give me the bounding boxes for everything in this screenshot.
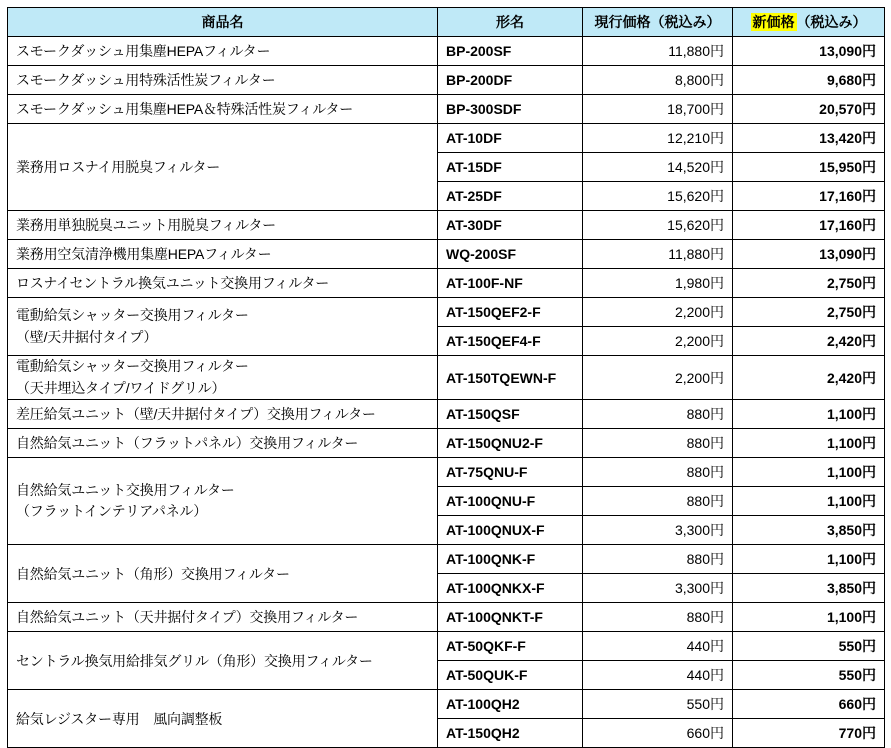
price-list-table	[7, 7, 885, 748]
model-cell: AT-75QNU-F	[438, 458, 583, 487]
model-cell: AT-100QNKX-F	[438, 574, 583, 603]
table-row	[8, 545, 885, 574]
model-cell: AT-10DF	[438, 124, 583, 153]
product-name-line1: 自然給気ユニット交換用フィルター	[16, 481, 235, 498]
table-row	[8, 95, 885, 124]
new-price-cell: 1,100円	[733, 545, 885, 574]
current-price-cell: 12,210円	[583, 124, 733, 153]
new-price-cell: 20,570円	[733, 95, 885, 124]
model-cell: AT-150QNU2-F	[438, 429, 583, 458]
new-price-cell: 9,680円	[733, 66, 885, 95]
new-price-cell: 550円	[733, 661, 885, 690]
current-price-cell: 15,620円	[583, 211, 733, 240]
product-name-cell: 差圧給気ユニット（壁/天井据付タイプ）交換用フィルター	[8, 400, 438, 429]
model-cell: BP-200DF	[438, 66, 583, 95]
current-price-cell: 2,200円	[583, 356, 733, 400]
new-price-cell: 2,420円	[733, 327, 885, 356]
new-price-suffix: （税込み）	[796, 14, 867, 30]
model-cell: WQ-200SF	[438, 240, 583, 269]
new-price-cell: 17,160円	[733, 182, 885, 211]
product-name-cell: 業務用空気清浄機用集塵HEPAフィルター	[8, 240, 438, 269]
column-header-product-name: 商品名	[8, 8, 438, 37]
table-row	[8, 458, 885, 487]
product-name-cell: 業務用単独脱臭ユニット用脱臭フィルター	[8, 211, 438, 240]
new-price-cell: 1,100円	[733, 400, 885, 429]
product-name-cell: 給気レジスター専用 風向調整板	[8, 690, 438, 748]
product-name-line2: （天井埋込タイプ/ワイドグリル）	[16, 379, 226, 396]
table-row	[8, 429, 885, 458]
current-price-cell: 880円	[583, 429, 733, 458]
current-price-cell: 11,880円	[583, 37, 733, 66]
product-name-cell	[8, 458, 438, 545]
product-name-cell: ロスナイセントラル換気ユニット交換用フィルター	[8, 269, 438, 298]
current-price-cell: 8,800円	[583, 66, 733, 95]
current-price-cell: 2,200円	[583, 298, 733, 327]
new-price-cell: 17,160円	[733, 211, 885, 240]
model-cell: AT-100QNUX-F	[438, 516, 583, 545]
new-price-cell: 3,850円	[733, 516, 885, 545]
model-cell: AT-50QUK-F	[438, 661, 583, 690]
current-price-cell: 440円	[583, 632, 733, 661]
model-cell: AT-150TQEWN-F	[438, 356, 583, 400]
product-name-cell: 自然給気ユニット（角形）交換用フィルター	[8, 545, 438, 603]
new-price-cell: 2,750円	[733, 269, 885, 298]
product-name-line2: （フラットインテリアパネル）	[16, 503, 208, 520]
table-row	[8, 632, 885, 661]
product-name-cell: 自然給気ユニット（天井据付タイプ）交換用フィルター	[8, 603, 438, 632]
model-cell: BP-300SDF	[438, 95, 583, 124]
header-row	[8, 8, 885, 37]
current-price-cell: 15,620円	[583, 182, 733, 211]
product-name-cell	[8, 298, 438, 356]
new-price-cell: 770円	[733, 719, 885, 748]
new-price-cell: 13,420円	[733, 124, 885, 153]
model-cell: AT-100QNU-F	[438, 487, 583, 516]
column-header-new-price	[733, 8, 885, 37]
current-price-cell: 14,520円	[583, 153, 733, 182]
product-name-cell: スモークダッシュ用集塵HEPA＆特殊活性炭フィルター	[8, 95, 438, 124]
new-price-highlight: 新価格	[752, 14, 795, 30]
model-cell: AT-100F-NF	[438, 269, 583, 298]
current-price-cell: 2,200円	[583, 327, 733, 356]
new-price-cell: 3,850円	[733, 574, 885, 603]
model-cell: AT-15DF	[438, 153, 583, 182]
model-cell: AT-30DF	[438, 211, 583, 240]
new-price-cell: 1,100円	[733, 458, 885, 487]
current-price-cell: 880円	[583, 487, 733, 516]
table-row	[8, 269, 885, 298]
product-name-cell: スモークダッシュ用集塵HEPAフィルター	[8, 37, 438, 66]
current-price-cell: 1,980円	[583, 269, 733, 298]
current-price-cell: 550円	[583, 690, 733, 719]
new-price-cell: 2,750円	[733, 298, 885, 327]
table-row	[8, 240, 885, 269]
column-header-model: 形名	[438, 8, 583, 37]
product-name-line1: 電動給気シャッター交換用フィルター	[16, 306, 249, 323]
model-cell: BP-200SF	[438, 37, 583, 66]
new-price-cell: 2,420円	[733, 356, 885, 400]
current-price-cell: 660円	[583, 719, 733, 748]
model-cell: AT-150QSF	[438, 400, 583, 429]
new-price-cell: 13,090円	[733, 240, 885, 269]
current-price-cell: 880円	[583, 545, 733, 574]
table-row	[8, 37, 885, 66]
current-price-cell: 3,300円	[583, 574, 733, 603]
model-cell: AT-25DF	[438, 182, 583, 211]
product-name-cell: 業務用ロスナイ用脱臭フィルター	[8, 124, 438, 211]
model-cell: AT-100QNK-F	[438, 545, 583, 574]
column-header-current-price: 現行価格（税込み）	[583, 8, 733, 37]
current-price-cell: 18,700円	[583, 95, 733, 124]
current-price-cell: 880円	[583, 458, 733, 487]
product-name-cell: 自然給気ユニット（フラットパネル）交換用フィルター	[8, 429, 438, 458]
table-row	[8, 356, 885, 400]
product-name-line2: （壁/天井据付タイプ）	[16, 328, 158, 345]
new-price-cell: 1,100円	[733, 487, 885, 516]
product-name-cell: スモークダッシュ用特殊活性炭フィルター	[8, 66, 438, 95]
table-row	[8, 603, 885, 632]
model-cell: AT-100QH2	[438, 690, 583, 719]
table-row	[8, 66, 885, 95]
model-cell: AT-150QEF4-F	[438, 327, 583, 356]
product-name-line1: 電動給気シャッター交換用フィルター	[16, 358, 249, 374]
table-row	[8, 400, 885, 429]
table-row	[8, 690, 885, 719]
product-name-cell: セントラル換気用給排気グリル（角形）交換用フィルター	[8, 632, 438, 690]
table-row	[8, 298, 885, 327]
model-cell: AT-100QNKT-F	[438, 603, 583, 632]
table-row	[8, 124, 885, 153]
model-cell: AT-150QH2	[438, 719, 583, 748]
table-body	[8, 37, 885, 748]
model-cell: AT-150QEF2-F	[438, 298, 583, 327]
current-price-cell: 880円	[583, 400, 733, 429]
current-price-cell: 440円	[583, 661, 733, 690]
model-cell: AT-50QKF-F	[438, 632, 583, 661]
current-price-cell: 3,300円	[583, 516, 733, 545]
new-price-cell: 550円	[733, 632, 885, 661]
new-price-cell: 1,100円	[733, 603, 885, 632]
new-price-cell: 13,090円	[733, 37, 885, 66]
new-price-cell: 660円	[733, 690, 885, 719]
product-name-cell	[8, 356, 438, 400]
table-row	[8, 211, 885, 240]
table-header	[8, 8, 885, 37]
new-price-cell: 1,100円	[733, 429, 885, 458]
current-price-cell: 11,880円	[583, 240, 733, 269]
new-price-cell: 15,950円	[733, 153, 885, 182]
current-price-cell: 880円	[583, 603, 733, 632]
